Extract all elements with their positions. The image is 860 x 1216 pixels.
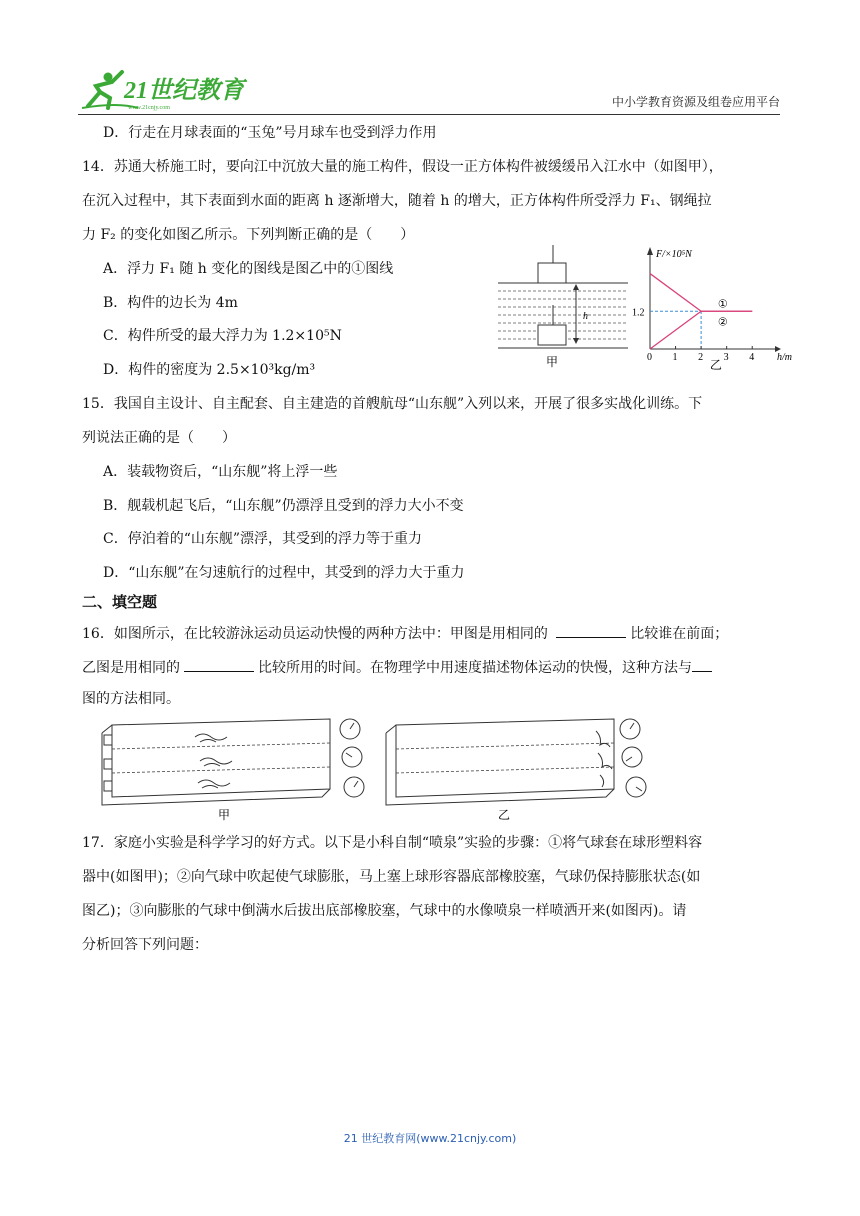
- svg-text:21世纪教育: 21世纪教育: [124, 78, 244, 104]
- page-footer: 21 世纪教育网(www.21cnjy.com): [343, 1132, 517, 1145]
- figure-jia-caption: 甲: [546, 355, 559, 369]
- q14-stem-line2: 在沉入过程中，其下表面到水面的距离 h 逐渐增大，随着 h 的增大，正方体构件所受浮力 F₁、钢绳拉: [82, 193, 712, 209]
- swimmer-finish-icons: [596, 731, 612, 787]
- q14-stem-line1: 14．苏通大桥施工时，要向江中沉放大量的施工构件，假设一正方体构件被缓缓吊入江水中（如图甲），: [82, 159, 723, 175]
- stopwatch-icons: [620, 719, 646, 797]
- q16-stem-line1: [82, 622, 728, 644]
- depth-label: h: [583, 311, 588, 322]
- site-logo: [78, 68, 258, 112]
- q14-option-b: B．构件的边长为 4m: [103, 295, 238, 311]
- q16-text-1a: 16．如图所示，在比较游泳运动员运动快慢的两种方法中：甲图是用相同的: [82, 626, 548, 642]
- q15-stem-line1: 15．我国自主设计、自主配套、自主建造的首艘航母“山东舰”入列以来，开展了很多实战化训练。下: [82, 396, 703, 412]
- swimmer-icons: [195, 734, 232, 788]
- q16-stem-line3: 图的方法相同。: [82, 691, 180, 707]
- x-axis-label: h/m: [777, 352, 792, 363]
- svg-text:www.21cnjy.com: www.21cnjy.com: [128, 105, 170, 111]
- q14-option-a: A．浮力 F₁ 随 h 变化的图线是图乙中的①图线: [103, 261, 394, 277]
- q14-figure-jia: [498, 245, 628, 370]
- platform-text: 中小学教育资源及组卷应用平台: [611, 95, 780, 109]
- y-axis-label: F/×10⁵N: [656, 249, 692, 260]
- x-tick-label: 4: [749, 352, 755, 363]
- q14-figure-yi-chart: [630, 243, 790, 373]
- q16-blank-2[interactable]: [184, 656, 254, 672]
- stopwatch-icons: [340, 719, 364, 797]
- page-header: [78, 68, 780, 115]
- q17-stem-line3: 图乙)；③向膨胀的气球中倒满水后拔出底部橡胶塞，气球中的水像喷泉一样喷洒开来(如图丙)。请: [82, 903, 687, 919]
- q15-option-a: A．装载物资后，“山东舰”将上浮一些: [103, 464, 338, 480]
- q14-stem-line3: 力 F₂ 的变化如图乙所示。下列判断正确的是（ ）: [82, 227, 415, 243]
- q13-option-d: D．行走在月球表面的“玉兔”号月球车也受到浮力作用: [103, 125, 437, 141]
- x-tick-label: 3: [723, 352, 729, 363]
- series-label-2: ②: [717, 316, 728, 329]
- figure-yi-caption: 乙: [498, 808, 511, 822]
- q16-stem-line2: [82, 656, 712, 678]
- series-line-1: [650, 274, 752, 312]
- q15-option-b: B．舰载机起飞后，“山东舰”仍漂浮且受到的浮力大小不变: [103, 498, 464, 514]
- q16-text-1b: 比较谁在前面；: [630, 626, 729, 642]
- figure-yi-caption: 乙: [709, 358, 722, 372]
- x-tick-label: 2: [698, 352, 704, 363]
- y-tick-label: 1.2: [632, 307, 645, 319]
- q17-stem-line1: 17．家庭小实验是科学学习的好方式。以下是小科自制“喷泉”实验的步骤：①将气球套在球形塑料容: [82, 835, 703, 851]
- q16-figure-jia: [100, 715, 370, 825]
- y-axis-arrow: [647, 247, 653, 255]
- section-title: 二、填空题: [82, 593, 158, 611]
- q15-option-d: D．“山东舰”在匀速航行的过程中，其受到的浮力大于重力: [103, 565, 465, 581]
- q16-blank-1[interactable]: [556, 622, 626, 638]
- q15-option-c: C．停泊着的“山东舰”漂浮，其受到的浮力等于重力: [103, 531, 423, 547]
- q15-stem-line2: 列说法正确的是（ ）: [82, 430, 236, 446]
- q16-figure-yi: [384, 715, 654, 825]
- figure-jia-caption: 甲: [218, 808, 231, 822]
- q16-text-2a: 乙图是用相同的: [82, 660, 180, 676]
- component-block-above: [538, 263, 566, 283]
- q16-text-2b: 比较所用的时间。在物理学中用速度描述物体运动的快慢，这种方法与: [258, 660, 692, 676]
- q17-stem-line4: 分析回答下列问题：: [82, 937, 208, 953]
- x-tick-label: 1: [672, 352, 678, 363]
- q14-option-c: C．构件所受的最大浮力为 1.2×10⁵N: [103, 328, 342, 344]
- q17-stem-line2: 器中(如图甲)；②向气球中吹起使气球膨胀，马上塞上球形容器底部橡胶塞，气球仍保持膨胀状态(如: [82, 869, 701, 885]
- q14-option-d: D．构件的密度为 2.5×10³kg/m³: [103, 362, 316, 378]
- x-tick-label: 0: [647, 352, 652, 363]
- component-block-submerged: [538, 325, 566, 345]
- q16-blank-3[interactable]: [692, 656, 712, 672]
- series-label-1: ①: [717, 298, 728, 311]
